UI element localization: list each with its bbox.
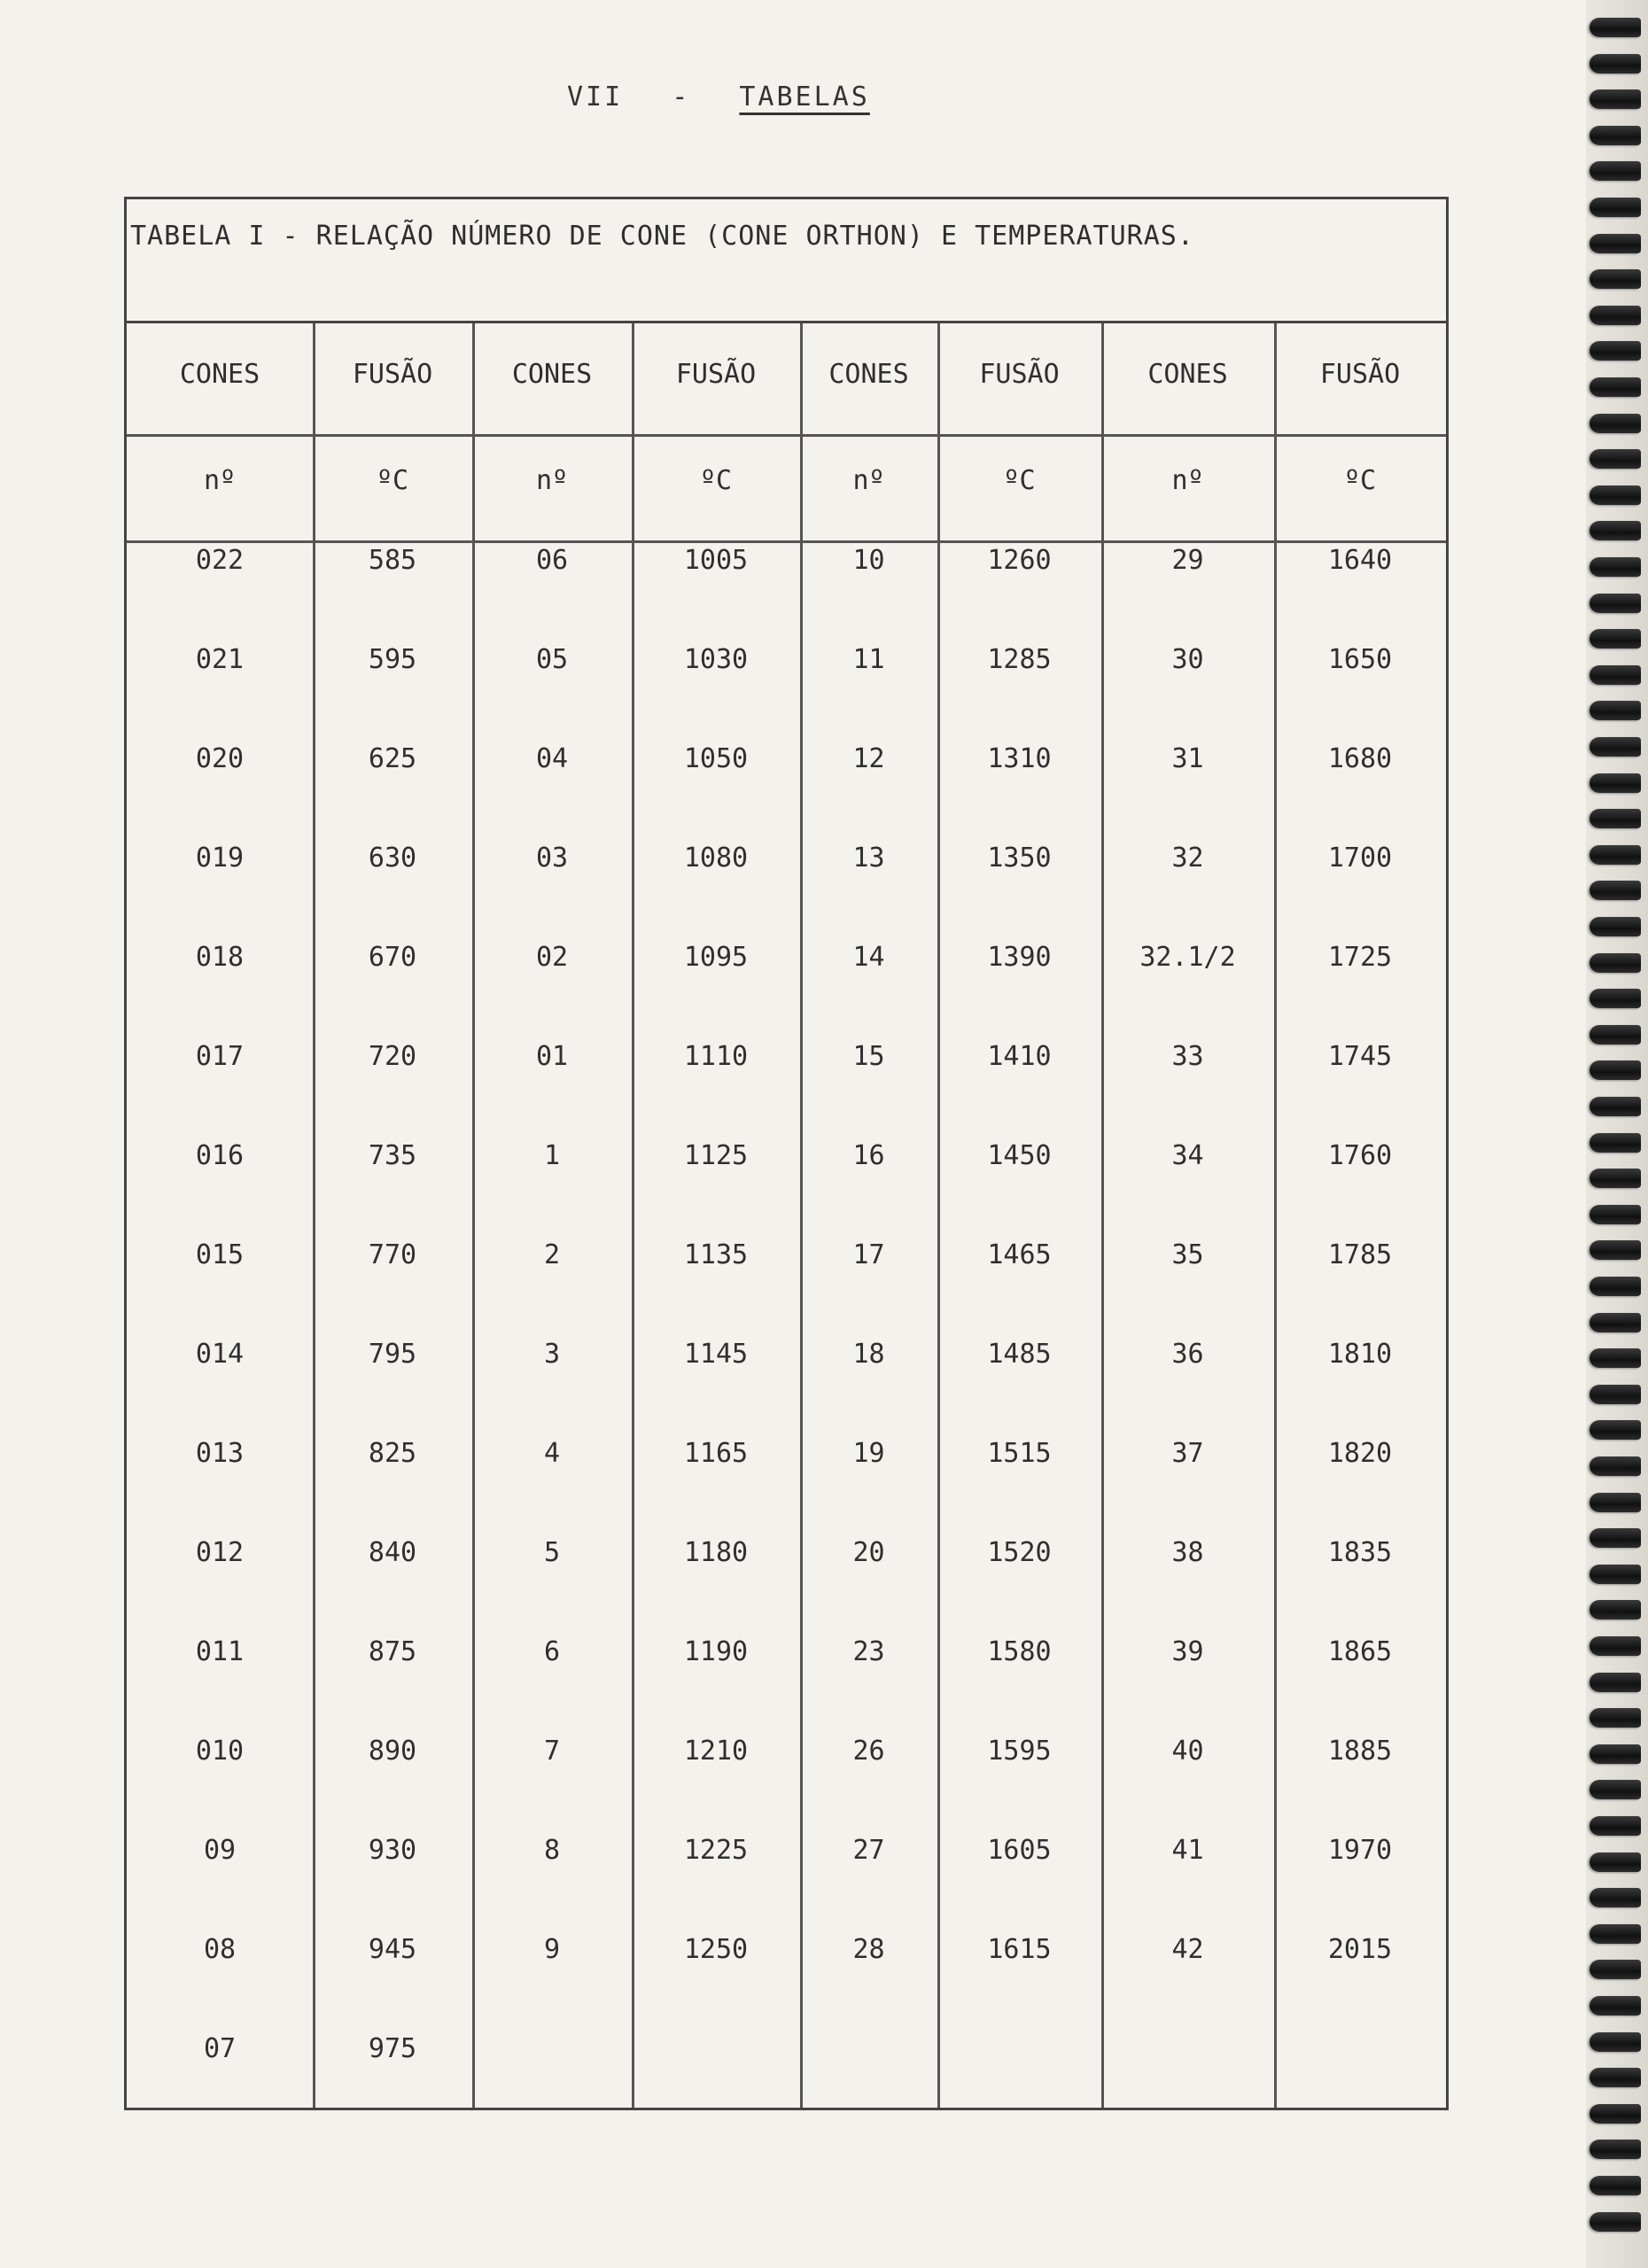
table-cell: 1210 [683,1736,749,1767]
binding-ring [1590,1852,1641,1872]
table-cell: 08 [203,1934,237,1965]
column-unit: ºC [1343,465,1377,496]
table-cell: 735 [368,1140,417,1171]
binding-ring [1590,1600,1641,1619]
binding-ring [1590,1169,1641,1188]
binding-ring [1590,701,1641,720]
column-header: FUSÃO [1319,359,1401,390]
table-cell: 015 [195,1239,245,1270]
column-header: FUSÃO [675,359,757,390]
binding-ring [1590,1420,1641,1440]
table-cell: 1110 [683,1041,749,1072]
table-cell: 1145 [683,1339,749,1370]
table-cell: 1350 [987,843,1052,874]
column-header: CONES [828,359,909,390]
table-cell: 1285 [987,644,1052,675]
binding-ring [1590,1385,1641,1404]
table-cell: 02 [535,942,569,973]
table-cell: 39 [1171,1636,1204,1667]
column-header: CONES [511,359,593,390]
table-cell: 1725 [1327,942,1393,973]
spiral-binding [1588,18,1641,2250]
table-cell: 018 [195,942,245,973]
table-cell: 595 [368,644,417,675]
table-cell: 8 [543,1835,561,1866]
binding-ring [1590,917,1641,936]
table-cell: 1605 [987,1835,1052,1866]
table-cell: 05 [535,644,569,675]
binding-ring [1590,1960,1641,1979]
binding-ring [1590,126,1641,145]
binding-ring [1590,234,1641,253]
table-cell: 26 [852,1736,885,1767]
table-cell: 013 [195,1438,245,1469]
header-divider [127,540,1446,543]
table-cell: 06 [535,545,569,576]
binding-ring [1590,1744,1641,1764]
column-header: FUSÃO [352,359,433,390]
table-cell: 4 [543,1438,561,1469]
table-cell: 1835 [1327,1537,1393,1568]
table-cell: 35 [1171,1239,1204,1270]
table-cell: 1650 [1327,644,1393,675]
table-cell: 15 [852,1041,885,1072]
binding-ring [1590,2176,1641,2195]
table-caption-row [127,199,1446,323]
table-cell: 11 [852,644,885,675]
binding-ring [1590,1708,1641,1728]
binding-ring [1590,2140,1641,2159]
table-cell: 875 [368,1636,417,1667]
binding-ring [1590,845,1641,865]
column-unit: nº [852,465,885,496]
column-unit: ºC [376,465,409,496]
page-title [567,82,870,113]
binding-ring [1590,2032,1641,2052]
column-unit: nº [203,465,237,496]
binding-ring [1590,1313,1641,1332]
table-cell: 020 [195,743,245,774]
table-cell: 32.1/2 [1139,942,1236,973]
table-cell: 5 [543,1537,561,1568]
table-cell: 20 [852,1537,885,1568]
binding-ring [1590,2068,1641,2087]
section-title: TABELAS [739,82,870,113]
binding-ring [1590,1240,1641,1260]
binding-ring [1590,1456,1641,1476]
table-cell: 40 [1171,1736,1204,1767]
table-cell: 29 [1171,545,1204,576]
table-cell: 1080 [683,843,749,874]
binding-ring [1590,557,1641,577]
column-header: FUSÃO [979,359,1060,390]
binding-ring [1590,1348,1641,1368]
table-cell: 014 [195,1339,245,1370]
binding-ring [1590,737,1641,757]
table-cell: 09 [203,1835,237,1866]
table-cell: 1225 [683,1835,749,1866]
table-cell: 42 [1171,1934,1204,1965]
column-unit: ºC [699,465,733,496]
table-cell: 1485 [987,1339,1052,1370]
binding-ring [1590,1097,1641,1116]
binding-ring [1590,594,1641,613]
table-cell: 1520 [987,1537,1052,1568]
table-cell: 1820 [1327,1438,1393,1469]
table-cell: 6 [543,1636,561,1667]
table-cell: 022 [195,545,245,576]
table-cell: 945 [368,1934,417,1965]
binding-ring [1590,2104,1641,2124]
table-cell: 1595 [987,1736,1052,1767]
binding-ring [1590,1636,1641,1656]
table-caption: TABELA I - RELAÇÃO NÚMERO DE CONE (CONE ORTHON) E TEMPERATURAS. [130,221,1194,252]
binding-ring [1590,377,1641,397]
table-cell: 17 [852,1239,885,1270]
table-cell: 12 [852,743,885,774]
table-cell: 27 [852,1835,885,1866]
table-cell: 1135 [683,1239,749,1270]
table-cell: 16 [852,1140,885,1171]
table-cell: 33 [1171,1041,1204,1072]
table-cell: 7 [543,1736,561,1767]
table-cell: 10 [852,545,885,576]
section-number: VII [567,82,624,113]
binding-ring [1590,1996,1641,2016]
table-cell: 1450 [987,1140,1052,1171]
table-cell: 011 [195,1636,245,1667]
binding-ring [1590,485,1641,505]
binding-ring [1590,269,1641,289]
table-cell: 1885 [1327,1736,1393,1767]
table-cell: 1680 [1327,743,1393,774]
binding-ring [1590,665,1641,685]
table-cell: 31 [1171,743,1204,774]
binding-ring [1590,449,1641,469]
column-unit: ºC [1003,465,1036,496]
column-header: CONES [179,359,260,390]
binding-ring [1590,1528,1641,1548]
column-header: CONES [1147,359,1228,390]
binding-ring [1590,773,1641,793]
binding-ring [1590,1780,1641,1799]
binding-ring [1590,809,1641,828]
table-cell: 1865 [1327,1636,1393,1667]
binding-ring [1590,989,1641,1008]
table-cell: 1005 [683,545,749,576]
binding-ring [1590,1025,1641,1045]
table-cell: 3 [543,1339,561,1370]
table-cell: 1180 [683,1537,749,1568]
table-cell: 1250 [683,1934,749,1965]
binding-ring [1590,521,1641,540]
table-cell: 1640 [1327,545,1393,576]
table-cell: 04 [535,743,569,774]
table-cell: 38 [1171,1537,1204,1568]
table-cell: 32 [1171,843,1204,874]
table-cell: 1745 [1327,1041,1393,1072]
table-cell: 770 [368,1239,417,1270]
table-cell: 825 [368,1438,417,1469]
binding-ring [1590,306,1641,325]
binding-ring [1590,1565,1641,1584]
binding-ring [1590,89,1641,109]
binding-ring [1590,54,1641,74]
binding-ring [1590,881,1641,900]
column-unit: nº [535,465,569,496]
table-cell: 975 [368,2033,417,2064]
table-cell: 1125 [683,1140,749,1171]
table-cell: 1310 [987,743,1052,774]
table-cell: 1615 [987,1934,1052,1965]
binding-ring [1590,341,1641,361]
table-cell: 1785 [1327,1239,1393,1270]
binding-ring [1590,414,1641,433]
table-cell: 019 [195,843,245,874]
binding-ring [1590,2212,1641,2232]
binding-ring [1590,161,1641,181]
binding-ring [1590,1060,1641,1080]
header-divider [127,434,1446,437]
cone-temperature-table [124,197,1449,2110]
table-cell: 1050 [683,743,749,774]
binding-ring [1590,953,1641,973]
table-cell: 630 [368,843,417,874]
table-cell: 840 [368,1537,417,1568]
column-unit: nº [1171,465,1204,496]
table-cell: 625 [368,743,417,774]
binding-ring [1590,18,1641,37]
table-cell: 13 [852,843,885,874]
binding-ring [1590,198,1641,217]
table-cell: 14 [852,942,885,973]
table-cell: 28 [852,1934,885,1965]
table-cell: 9 [543,1934,561,1965]
table-cell: 890 [368,1736,417,1767]
table-cell: 1165 [683,1438,749,1469]
table-cell: 1190 [683,1636,749,1667]
table-cell: 1970 [1327,1835,1393,1866]
table-grid [127,323,1446,2108]
table-cell: 07 [203,2033,237,2064]
binding-ring [1590,629,1641,649]
table-cell: 016 [195,1140,245,1171]
table-cell: 720 [368,1041,417,1072]
table-cell: 1700 [1327,843,1393,874]
binding-ring [1590,1673,1641,1692]
binding-ring [1590,1205,1641,1224]
table-cell: 1 [543,1140,561,1171]
table-cell: 2015 [1327,1934,1393,1965]
table-cell: 36 [1171,1339,1204,1370]
binding-ring [1590,1816,1641,1836]
table-cell: 1810 [1327,1339,1393,1370]
table-cell: 01 [535,1041,569,1072]
binding-ring [1590,1924,1641,1944]
table-cell: 2 [543,1239,561,1270]
table-cell: 23 [852,1636,885,1667]
table-cell: 1580 [987,1636,1052,1667]
table-cell: 017 [195,1041,245,1072]
table-cell: 37 [1171,1438,1204,1469]
table-cell: 19 [852,1438,885,1469]
table-cell: 1410 [987,1041,1052,1072]
table-cell: 585 [368,545,417,576]
table-cell: 012 [195,1537,245,1568]
table-cell: 1260 [987,545,1052,576]
table-cell: 41 [1171,1835,1204,1866]
table-cell: 1390 [987,942,1052,973]
table-cell: 930 [368,1835,417,1866]
binding-ring [1590,1277,1641,1296]
table-cell: 34 [1171,1140,1204,1171]
table-cell: 021 [195,644,245,675]
table-cell: 03 [535,843,569,874]
table-cell: 010 [195,1736,245,1767]
table-cell: 1515 [987,1438,1052,1469]
table-cell: 1095 [683,942,749,973]
table-cell: 1030 [683,644,749,675]
binding-ring [1590,1133,1641,1153]
table-cell: 1465 [987,1239,1052,1270]
table-cell: 1760 [1327,1140,1393,1171]
table-cell: 670 [368,942,417,973]
table-cell: 795 [368,1339,417,1370]
title-separator: - [672,82,691,113]
binding-ring [1590,1888,1641,1907]
binding-ring [1590,1493,1641,1512]
table-cell: 18 [852,1339,885,1370]
table-cell: 30 [1171,644,1204,675]
